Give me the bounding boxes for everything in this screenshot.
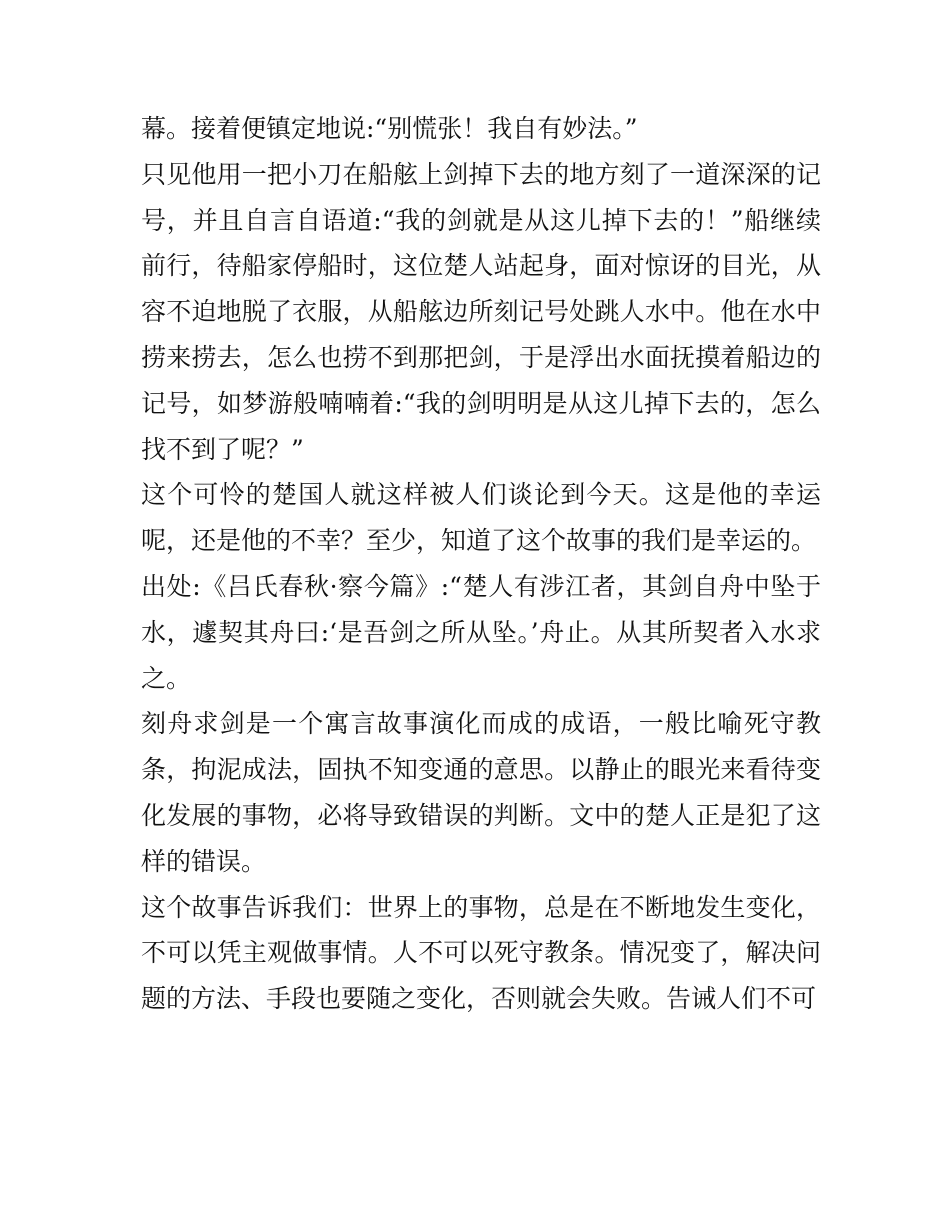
paragraph-continuation: 幕。接着便镇定地说:“别慌张！我自有妙法。” bbox=[141, 114, 638, 143]
paragraph-lesson: 这个故事告诉我们：世界上的事物，总是在不断地发生变化，不可以凭主观做事情。人不可以死守教条。情况变了，解决问题的方法、手段也要随之变化，否则就会失败。告诫人们不可 bbox=[141, 892, 821, 1014]
paragraph-reflection: 这个可怜的楚国人就这样被人们谈论到今天。这是他的幸运呢，还是他的不幸？至少，知道了这个故事的我们是幸运的。 bbox=[141, 480, 821, 556]
paragraph-meaning: 刻舟求剑是一个寓言故事演化而成的成语，一般比喻死守教条，拘泥成法，固执不知变通的意思。以静止的眼光来看待变化发展的事物，必将导致错误的判断。文中的楚人正是犯了这样的错误。 bbox=[141, 709, 821, 876]
paragraph-story: 只见他用一把小刀在船舷上剑掉下去的地方刻了一道深深的记号，并且自言自语道:“我的剑就是从这儿掉下去的！”船继续前行，待船家停船时，这位楚人站起身，面对惊讶的目光，从容不迫地脱了衣服，从船舷边所刻记号处跳人水中。他在水中捞来捞去，怎么也捞不到那把剑，于是浮出水面抚摸着船边的记号，如梦游般喃喃着:“我的剑明明是从这儿掉下去的，怎么找不到了呢？” bbox=[141, 159, 821, 464]
document-body bbox=[141, 106, 821, 1022]
paragraph-source: 出处:《吕氏春秋·察今篇》:“楚人有涉江者，其剑自舟中坠于水，遽契其舟曰:‘是吾剑之所从坠。’舟止。从其所契者入水求之。 bbox=[141, 571, 821, 693]
